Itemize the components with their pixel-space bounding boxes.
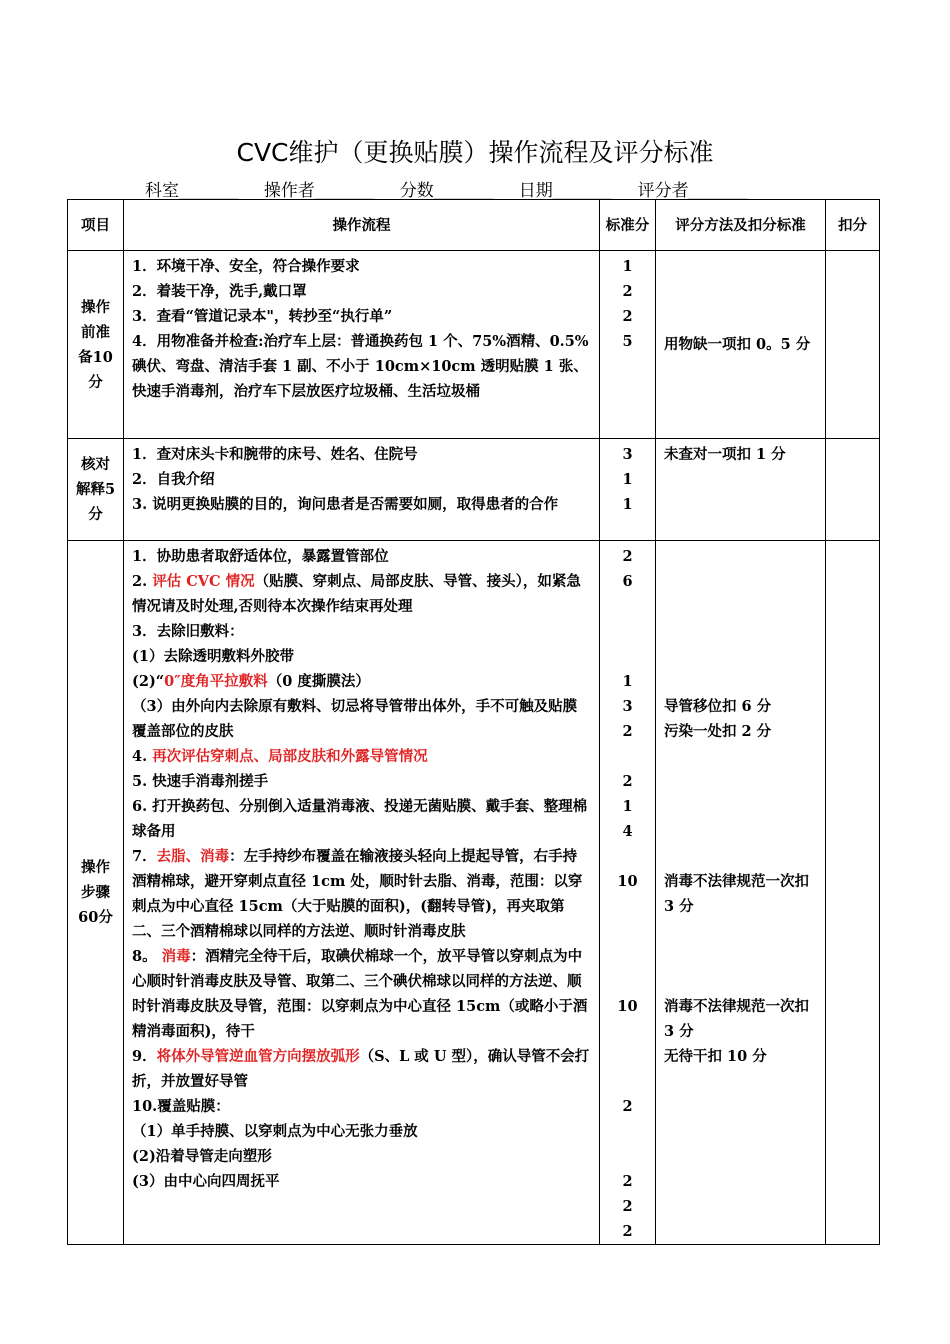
score-value: 5	[622, 333, 633, 350]
rule-text: 消毒不法律规范一次扣 3 分	[664, 873, 809, 915]
step-text: 2．着装干净，洗手,戴口罩	[132, 283, 307, 300]
score-field[interactable]: 分数_______	[399, 181, 494, 201]
table-header-row	[68, 200, 880, 251]
step-text: 8。 消毒：酒精完全待干后，取碘伏棉球一个，放平导管以穿刺点为中心顺时针消毒皮肤及导管、取第二、三个碘伏棉球以同样的方法逆、顺时针消毒皮肤及导管，范围：以穿刺点为中心直径 15cm（或略小于酒精消毒面积)，待干	[132, 948, 588, 1040]
table-row	[68, 541, 880, 1245]
header-standard-score: 标准分	[600, 200, 656, 251]
score-value: 3	[622, 446, 633, 463]
table-row	[68, 251, 880, 439]
highlight-text: 评估 CVC 情况	[152, 573, 255, 590]
score-value: 1	[622, 258, 633, 275]
step-text: 2．自我介绍	[132, 471, 215, 488]
score-value: 2	[622, 1223, 633, 1240]
score-value: 2	[622, 723, 633, 740]
department-field[interactable]: 科室_______	[145, 181, 239, 201]
deduction-cell[interactable]	[826, 439, 880, 541]
step-text: 3．查看“管道记录本"，转抄至“执行单”	[132, 308, 393, 325]
score-value: 4	[622, 823, 633, 840]
page-title: CVC维护（更换贴膜）操作流程及评分标准	[236, 138, 714, 167]
score-value: 3	[622, 698, 633, 715]
score-value: 2	[622, 308, 633, 325]
table-row	[68, 439, 880, 541]
highlight-text: 去脂、消毒	[156, 848, 230, 865]
step-text: (2)沿着导管走向塑形	[132, 1148, 272, 1165]
rule-text: 导管移位扣 6 分	[664, 698, 772, 715]
score-value: 1	[622, 798, 633, 815]
step-text: 4. 再次评估穿刺点、局部皮肤和外露导管情况	[132, 748, 428, 765]
step-text: (2)“0″度角平拉敷料（0 度撕膜法）	[132, 673, 370, 690]
procedure-cell	[124, 251, 600, 439]
score-cell	[600, 541, 656, 1245]
deduction-cell[interactable]	[826, 541, 880, 1245]
step-text: 6. 打开换药包、分别倒入适量消毒液、投递无菌贴膜、戴手套、整理棉球备用	[132, 798, 588, 840]
section-category: 操作前准备10分	[68, 251, 124, 439]
step-text: 10.覆盖贴膜：	[132, 1098, 230, 1115]
step-text: (1）去除透明敷料外胶带	[132, 648, 294, 665]
rule-cell	[656, 251, 826, 439]
rule-cell	[656, 541, 826, 1245]
step-text: 3．去除旧敷料：	[132, 623, 244, 640]
score-value: 2	[622, 773, 633, 790]
score-value: 1	[622, 471, 633, 488]
grader-field[interactable]: 评分者_______	[637, 181, 749, 201]
procedure-cell	[124, 541, 600, 1245]
score-cell	[600, 439, 656, 541]
rule-text: 污染一处扣 2 分	[664, 723, 772, 740]
highlight-text: 将体外导管逆血管方向摆放弧形	[156, 1048, 360, 1065]
step-text: 9．将体外导管逆血管方向摆放弧形（S、L 或 U 型），确认导管不会打折，并放置好导管	[132, 1048, 590, 1090]
step-text: 1．协助患者取舒适体位，暴露置管部位	[132, 548, 389, 565]
score-value: 2	[622, 1173, 633, 1190]
score-value: 2	[622, 1098, 633, 1115]
score-value: 1	[622, 673, 633, 690]
header-item: 项目	[68, 200, 124, 251]
rule-text: 用物缺一项扣 0。5 分	[664, 336, 811, 353]
step-text: 1．查对床头卡和腕带的床号、姓名、住院号	[132, 446, 418, 463]
step-text: 7．去脂、消毒：左手持纱布覆盖在输液接头轻向上提起导管，右手持酒精棉球，避开穿刺点直径 1cm 处，顺时针去脂、消毒，范围：以穿刺点为中心直径 15cm（大于贴膜的面积)，(翻转导管)，再夹取第二、三个酒精棉球以同样的方法逆、顺时针消毒皮肤	[132, 848, 583, 940]
step-text: (3）由中心向四周抚平	[132, 1173, 280, 1190]
header-procedure: 操作流程	[124, 200, 600, 251]
step-text: 3. 说明更换贴膜的目的，询问患者是否需要如厕，取得患者的合作	[132, 496, 559, 513]
score-value: 2	[622, 1198, 633, 1215]
step-text: 1．环境干净、安全，符合操作要求	[132, 258, 360, 275]
step-text: 4．用物准备并检查:治疗车上层：普通换药包 1 个、75%酒精、0.5%碘伏、弯盘、清洁手套 1 副、不小于 10cm×10cm 透明贴膜 1 张、快速手消毒剂，治疗车下层放医疗垃圾桶、生活垃圾桶	[132, 333, 589, 400]
highlight-text: 再次评估穿刺点、局部皮肤和外露导管情况	[152, 748, 428, 765]
section-category: 操作步骤60分	[68, 541, 124, 1245]
score-value: 10	[617, 873, 638, 890]
procedure-cell	[124, 439, 600, 541]
score-value: 6	[622, 573, 633, 590]
header-grading-method: 评分方法及扣分标准	[656, 200, 826, 251]
rule-text: 无待干扣 10 分	[664, 1048, 767, 1065]
date-field[interactable]: 日期_______	[518, 181, 613, 201]
score-value: 1	[622, 496, 633, 513]
operator-field[interactable]: 操作者_______	[263, 181, 375, 201]
step-text: （1）单手持膜、以穿刺点为中心无张力垂放	[132, 1123, 418, 1140]
score-value: 2	[622, 283, 633, 300]
step-text: 5. 快速手消毒剂搓手	[132, 773, 269, 790]
step-text: （3）由外向内去除原有敷料、切忌将导管带出体外，手不可触及贴膜覆盖部位的皮肤	[132, 698, 578, 740]
deduction-cell[interactable]	[826, 251, 880, 439]
step-text: 2. 评估 CVC 情况（贴膜、穿刺点、局部皮肤、导管、接头），如紧急情况请及时处理,否则待本次操作结束再处理	[132, 573, 581, 615]
highlight-text: 消毒	[161, 948, 191, 965]
score-cell	[600, 251, 656, 439]
section-category: 核对解释5分	[68, 439, 124, 541]
scoring-table	[67, 199, 880, 1245]
header-deduction: 扣分	[826, 200, 880, 251]
score-value: 10	[617, 998, 638, 1015]
rule-text: 消毒不法律规范一次扣 3 分	[664, 998, 809, 1040]
highlight-text: 0″度角平拉敷料	[164, 673, 268, 690]
rule-cell	[656, 439, 826, 541]
rule-text: 未查对一项扣 1 分	[664, 446, 786, 463]
score-value: 2	[622, 548, 633, 565]
form-header-fields	[145, 176, 845, 201]
